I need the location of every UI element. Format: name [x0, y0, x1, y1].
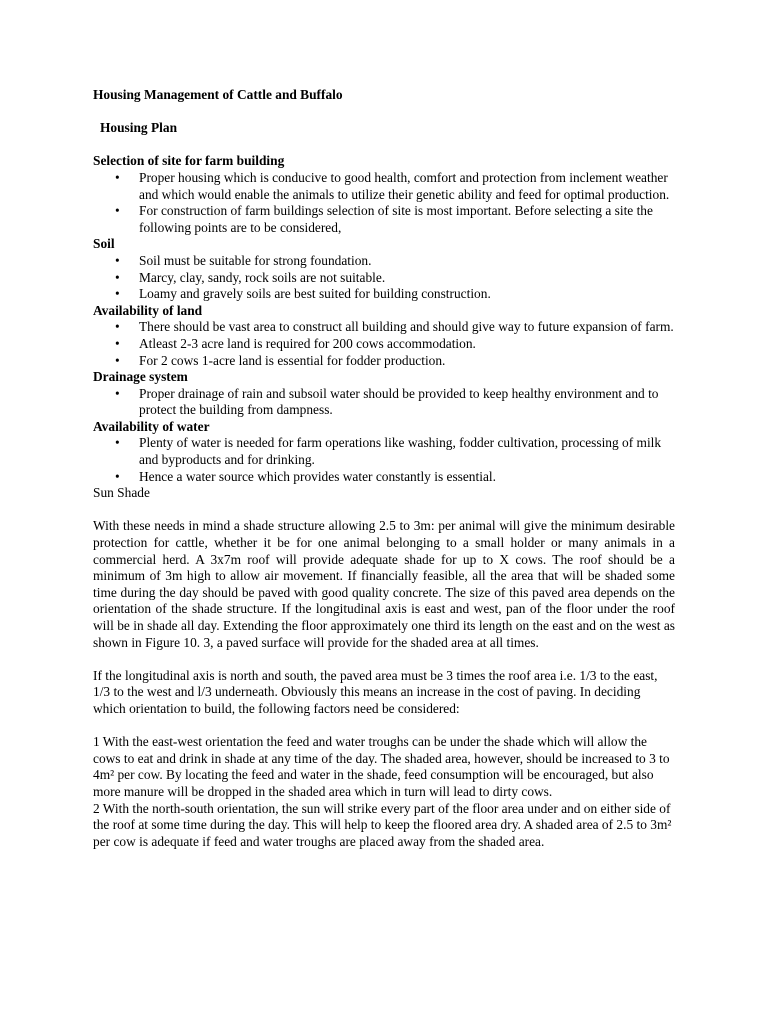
list-item: • Proper housing which is conducive to good health, comfort and protection from inclement weather and which would enable the animals to utilize their genetic ability and feed for optimal production.	[115, 169, 670, 202]
list-item: • Atleast 2-3 acre land is required for 200 cows accommodation.	[115, 335, 476, 351]
section-heading-site-selection: Selection of site for farm building	[93, 153, 285, 169]
section-heading-land: Availability of land	[93, 302, 203, 318]
list-item: • Marcy, clay, sandy, rock soils are not suitable.	[115, 269, 386, 285]
section-heading-water: Availability of water	[93, 418, 210, 434]
list-item: • For construction of farm buildings selection of site is most important. Before selecting a site the following points are to be considered,	[115, 203, 653, 235]
section-heading-soil: Soil	[93, 236, 115, 252]
point-east-west: 1 With the east-west orientation the feed and water troughs can be under the shade which will allow the cows to eat and drink in shade at any time of the day. The shaded area, however, should be increased to 3 to 4m² per cow. By locating the feed and water in the shade, feed consumption will be encouraged, but also more manure will be dropped in the shaded area which in turn will lead to dirty cows.	[93, 734, 670, 799]
paragraph-longitudinal-axis: If the longitudinal axis is north and south, the paved area must be 3 times the roof area i.e. 1/3 to the east, 1/3 to the west and l/3 underneath. Obviously this means an increase in the cost of paving. In deciding which orientation to build, the following factors need be considered:	[93, 667, 658, 716]
bullet-icon: •	[115, 252, 120, 268]
point-north-south: 2 With the north-south orientation, the sun will strike every part of the floor area under and on either side of the roof at some time during the day. This will help to keep the floored area dry. A shaded area of 2.5 to 3m² per cow is adequate if feed and water troughs are placed away from the shaded area.	[93, 800, 672, 849]
list-item: • Loamy and gravely soils are best suited for building construction.	[115, 286, 491, 302]
section-heading-drainage: Drainage system	[93, 369, 188, 385]
soil-list	[93, 253, 675, 303]
land-list	[93, 319, 675, 369]
bullet-icon: •	[115, 319, 120, 335]
list-item: • Proper drainage of rain and subsoil water should be provided to keep healthy environment and to protect the building from dampness.	[115, 385, 659, 418]
list-item: • For 2 cows 1-acre land is essential for fodder production.	[115, 352, 446, 368]
sun-shade-label: Sun Shade	[93, 485, 150, 501]
paragraph-shade-structure: With these needs in mind a shade structure allowing 2.5 to 3m: per animal will give the minimum desirable protection for cattle, whether it be for one animal belonging to a small holder or many animals in a commercial herd. A 3x7m roof will provide adequate shade for up to X cows. The roof should be a minimum of 3m high to allow air movement. If financially feasible, all the area that will be shaded some time during the day should be paved with good quality concrete. The size of this paved area depends on the orientation of the shade structure. If the longitudinal axis is east and west, pan of the floor under the roof will be in shade all day. Extending the floor approximately one third its length on the east and on the west as shown in Figure 10. 3, a paved surface will provide for the shaded area at all times.	[93, 518, 675, 650]
list-item: • There should be vast area to construct all building and should give way to future expansion of farm.	[115, 319, 674, 335]
list-item: • Plenty of water is needed for farm operations like washing, fodder cultivation, processing of milk and byproducts and for drinking.	[115, 435, 662, 468]
bullet-icon: •	[115, 352, 120, 368]
bullet-icon: •	[115, 286, 120, 302]
bullet-icon: •	[115, 203, 120, 219]
bullet-icon: •	[115, 269, 120, 285]
housing-plan-title: Housing Plan	[100, 120, 178, 136]
drainage-list	[93, 386, 675, 419]
document-title: Housing Management of Cattle and Buffalo	[93, 87, 343, 102]
bullet-icon: •	[115, 169, 120, 185]
water-list	[93, 435, 675, 485]
site-selection-list	[93, 170, 675, 236]
bullet-icon: •	[115, 335, 120, 351]
bullet-icon: •	[115, 385, 120, 401]
bullet-icon: •	[115, 435, 120, 451]
document-page	[93, 87, 675, 850]
list-item: • Soil must be suitable for strong foundation.	[115, 252, 372, 268]
list-item: • Hence a water source which provides water constantly is essential.	[115, 468, 496, 484]
bullet-icon: •	[115, 468, 120, 484]
